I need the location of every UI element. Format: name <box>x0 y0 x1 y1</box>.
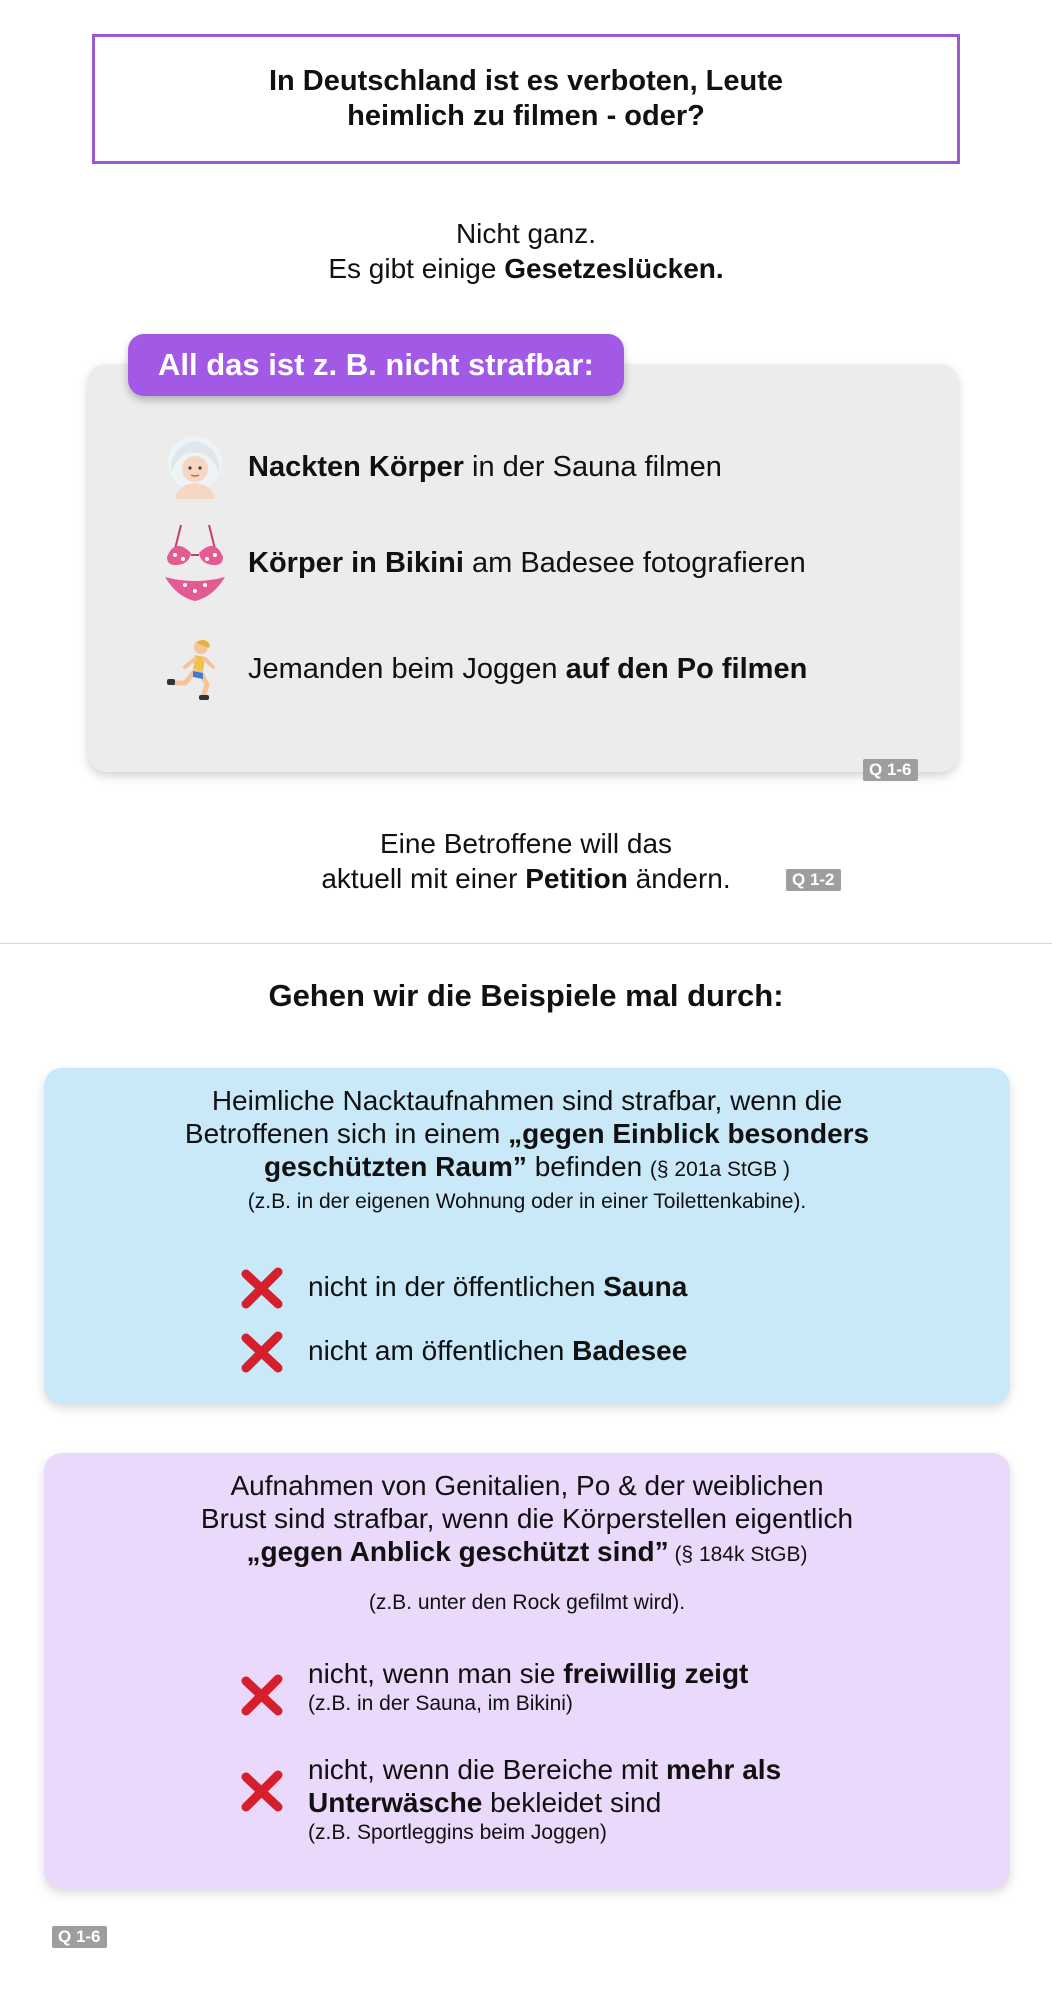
cross-icon <box>238 1264 286 1312</box>
body-line-2: Brust sind strafbar, wenn die Körperstellen eigentlich <box>200 1503 854 1534</box>
intro-line-2 <box>0 251 1052 286</box>
privacy-line-1: Heimliche Nacktaufnahmen sind strafbar, wenn die <box>211 1085 843 1116</box>
body-law-ref: (§ 184k StGB) <box>668 1543 808 1566</box>
privacy-line-2 <box>44 1117 1010 1150</box>
privacy-item-sauna <box>238 1264 687 1312</box>
cross-icon <box>238 1328 286 1376</box>
petition-source-badge: Q 1-2 <box>786 869 841 891</box>
body-item-voluntary-bold: freiwillig zeigt <box>563 1658 749 1689</box>
privacy-line-2-bold: „gegen Einblick besonders <box>508 1118 870 1149</box>
headline-line-2: heimlich zu filmen - oder? <box>347 100 705 132</box>
body-item-clothing-sub: (z.B. Sportleggins beim Joggen) <box>308 1821 607 1844</box>
privacy-line-3-rest: befinden <box>526 1151 650 1182</box>
not-punishable-title: All das ist z. B. nicht strafbar: <box>128 334 624 396</box>
bikini-icon <box>160 528 230 598</box>
example-row-sauna <box>160 432 722 502</box>
body-item-clothing-pre: nicht, wenn die Bereiche mit <box>308 1754 666 1785</box>
body-note: (z.B. unter den Rock gefilmt wird). <box>368 1591 686 1614</box>
example-row-bikini <box>160 528 806 598</box>
body-line-1: Aufnahmen von Genitalien, Po & der weiblichen <box>230 1470 824 1501</box>
body-item-voluntary-sub: (z.B. in der Sauna, im Bikini) <box>308 1692 573 1715</box>
section-divider <box>0 943 1052 944</box>
body-item-clothing-text <box>308 1753 781 1847</box>
body-item-voluntary-text <box>308 1657 748 1718</box>
example-bikini-rest: am Badesee fotografieren <box>463 546 806 579</box>
petition-line-2-bold: Petition <box>525 863 628 894</box>
privacy-item-sauna-bold: Sauna <box>603 1271 688 1302</box>
body-item-voluntary-pre: nicht, wenn man sie <box>308 1658 564 1689</box>
privacy-item-sauna-text <box>308 1264 687 1303</box>
privacy-room-card <box>44 1068 1010 1404</box>
privacy-note: (z.B. in der eigenen Wohnung oder in einer Toilettenkabine). <box>247 1190 807 1213</box>
sauna-person-icon <box>160 432 230 502</box>
intro-text <box>0 216 1052 286</box>
example-jogging-bold: auf den Po filmen <box>565 652 808 685</box>
intro-line-2-bold: Gesetzeslücken. <box>504 253 724 284</box>
petition-text <box>0 826 1052 896</box>
petition-line-2-pre: aktuell mit einer <box>321 863 526 894</box>
petition-line-2 <box>0 861 1052 896</box>
example-sauna-bold: Nackten Körper <box>248 450 464 483</box>
body-line-3 <box>44 1535 1010 1571</box>
runner-icon <box>160 634 230 704</box>
example-bikini-bold: Körper in Bikini <box>248 546 464 579</box>
body-item-clothing-bold: mehr als <box>665 1754 782 1785</box>
privacy-item-badesee-bold: Badesee <box>572 1335 688 1366</box>
example-text-sauna <box>248 451 722 484</box>
intro-line-1: Nicht ganz. <box>455 218 597 249</box>
body-item-clothing-post: bekleidet sind <box>482 1787 662 1818</box>
privacy-law-ref: (§ 201a StGB ) <box>649 1158 790 1181</box>
privacy-item-badesee <box>238 1328 687 1376</box>
body-parts-card <box>44 1453 1010 1889</box>
body-item-clothing <box>238 1753 781 1847</box>
petition-line-1: Eine Betroffene will das <box>379 828 673 859</box>
source-badge: Q 1-6 <box>863 759 918 781</box>
privacy-item-badesee-pre: nicht am öffentlichen <box>308 1335 573 1366</box>
body-item-voluntary <box>238 1657 748 1719</box>
cross-icon <box>238 1767 286 1815</box>
petition-line-2-post: ändern. <box>627 863 731 894</box>
body-item-clothing-line-2 <box>308 1786 781 1819</box>
example-jogging-pre: Jemanden beim Joggen <box>248 652 566 685</box>
headline-box <box>92 34 960 164</box>
body-item-voluntary-main <box>308 1657 748 1690</box>
cross-icon <box>238 1671 286 1719</box>
example-sauna-rest: in der Sauna filmen <box>463 450 722 483</box>
section-title: Gehen wir die Beispiele mal durch: <box>268 978 784 1013</box>
headline-line-1: In Deutschland ist es verboten, Leute <box>268 65 784 97</box>
example-row-jogging <box>160 634 807 704</box>
example-text-jogging <box>248 653 807 686</box>
privacy-line-3-bold: geschützten Raum” <box>263 1151 527 1182</box>
privacy-room-text <box>44 1084 1010 1186</box>
footer-source-badge: Q 1-6 <box>52 1926 107 1948</box>
body-line-3-bold: „gegen Anblick geschützt sind” <box>246 1536 669 1567</box>
intro-line-2-text: Es gibt einige <box>328 253 505 284</box>
privacy-item-badesee-text <box>308 1328 687 1367</box>
privacy-line-2-pre: Betroffenen sich in einem <box>184 1118 509 1149</box>
body-item-clothing-bold-2: Unterwäsche <box>308 1787 483 1818</box>
body-parts-text <box>44 1469 1010 1571</box>
body-item-clothing-line-1 <box>308 1753 781 1786</box>
example-text-bikini <box>248 547 806 580</box>
privacy-item-sauna-pre: nicht in der öffentlichen <box>308 1271 604 1302</box>
privacy-line-3 <box>44 1150 1010 1186</box>
